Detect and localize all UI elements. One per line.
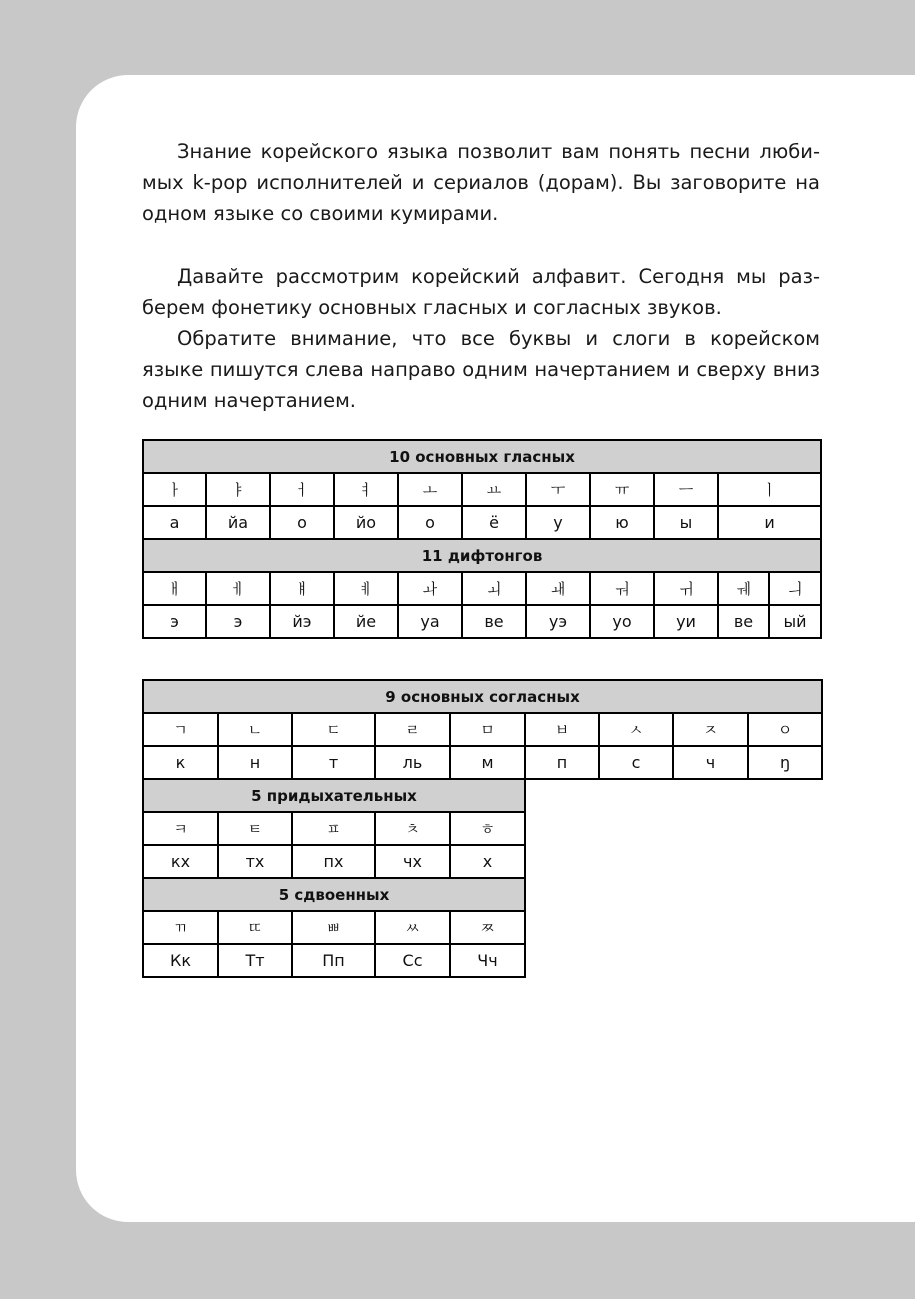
diphthong-jamo: ㅖ [334,572,398,605]
vowel-sound: ы [654,506,718,539]
paragraph: Знание корейского языка позволит вам понять песни люби-мых k-pop исполнителей и сериалов (дорам). Вы заговорите на одном языке со своими кумирами. [142,140,820,225]
vowels-table [142,439,822,639]
vowel-jamo: ㅑ [206,473,270,506]
aspirated-jamo: ㅍ [292,812,375,845]
aspirated-jamo: ㅊ [375,812,450,845]
consonant-sound: с [599,746,673,779]
vowel-jamo: ㅓ [270,473,334,506]
consonant-sound: ль [375,746,450,779]
aspirated-sound: х [450,845,525,878]
vowel-jamo: ㅡ [654,473,718,506]
vowel-sound: о [398,506,462,539]
vowel-sound: ё [462,506,526,539]
aspirated-sound: пх [292,845,375,878]
diphthong-jamo: ㅞ [718,572,769,605]
doubled-jamo-row [143,911,822,944]
consonants-sound-row [143,746,822,779]
empty-cell [525,911,822,944]
doubled-sound-row [143,944,822,977]
vowel-sound: йо [334,506,398,539]
consonant-jamo: ㅁ [450,713,525,746]
vowel-jamo: ㅕ [334,473,398,506]
consonants-table [142,679,823,978]
consonant-sound: ŋ [748,746,822,779]
diphthong-sound: уи [654,605,718,638]
diphthong-jamo: ㅒ [270,572,334,605]
paragraph: Давайте рассмотрим корейский алфавит. Сегодня мы раз-берем фонетику основных гласных и согласных звуков. [142,265,820,319]
vowel-jamo: ㅏ [143,473,206,506]
vowel-sound: йа [206,506,270,539]
vowel-jamo: ㅣ [718,473,821,506]
diphthongs-jamo-row [143,572,821,605]
consonants-header: 9 основных согласных [143,680,822,713]
aspirated-header: 5 придыхательных [143,779,525,812]
doubled-sound: Сс [375,944,450,977]
aspirated-sound: тх [218,845,292,878]
aspirated-sound-row [143,845,822,878]
diphthong-sound: йэ [270,605,334,638]
diphthong-jamo: ㅝ [590,572,654,605]
diphthong-sound: уо [590,605,654,638]
diphthong-sound: ве [718,605,769,638]
diphthong-sound: ве [462,605,526,638]
diphthongs-header: 11 дифтонгов [143,539,821,572]
aspirated-jamo: ㅎ [450,812,525,845]
doubled-sound: Пп [292,944,375,977]
vowels-jamo-row [143,473,821,506]
book-page [76,75,915,1222]
consonant-jamo: ㄷ [292,713,375,746]
alphabet-intro-text [142,261,820,416]
intro-text [142,136,820,229]
diphthong-jamo: ㅘ [398,572,462,605]
consonant-jamo: ㅈ [673,713,748,746]
doubled-sound: Тт [218,944,292,977]
vowel-sound: у [526,506,590,539]
consonant-sound: п [525,746,599,779]
aspirated-sound: чх [375,845,450,878]
aspirated-jamo-row [143,812,822,845]
diphthongs-sound-row [143,605,821,638]
consonant-jamo: ㅂ [525,713,599,746]
diphthong-sound: йе [334,605,398,638]
vowel-jamo: ㅗ [398,473,462,506]
paragraph: Обратите внимание, что все буквы и слоги в корейском языке пишутся слева направо одним начертанием и сверху вниз одним начертанием. [142,327,820,412]
doubled-sound: Чч [450,944,525,977]
empty-cell [525,812,822,845]
diphthong-jamo: ㅔ [206,572,270,605]
diphthong-jamo: ㅟ [654,572,718,605]
consonant-jamo: ㅅ [599,713,673,746]
doubled-header: 5 сдвоенных [143,878,525,911]
aspirated-jamo: ㅌ [218,812,292,845]
empty-cell [525,845,822,878]
consonants-jamo-row [143,713,822,746]
vowels-sound-row [143,506,821,539]
diphthong-jamo: ㅚ [462,572,526,605]
consonant-sound: ч [673,746,748,779]
consonant-jamo: ㄹ [375,713,450,746]
doubled-jamo: ㅃ [292,911,375,944]
vowel-sound: а [143,506,206,539]
vowel-sound: и [718,506,821,539]
diphthong-sound: э [143,605,206,638]
doubled-jamo: ㅉ [450,911,525,944]
aspirated-sound: кх [143,845,218,878]
empty-cell [525,878,822,911]
consonant-sound: н [218,746,292,779]
doubled-jamo: ㄲ [143,911,218,944]
vowel-sound: ю [590,506,654,539]
consonant-sound: к [143,746,218,779]
vowels-header: 10 основных гласных [143,440,821,473]
empty-cell [525,779,822,812]
empty-cell [525,944,822,977]
diphthong-sound: уа [398,605,462,638]
doubled-sound: Кк [143,944,218,977]
vowel-jamo: ㅜ [526,473,590,506]
doubled-jamo: ㅆ [375,911,450,944]
vowel-jamo: ㅠ [590,473,654,506]
consonant-jamo: ㄴ [218,713,292,746]
diphthong-sound: ый [769,605,821,638]
aspirated-jamo: ㅋ [143,812,218,845]
consonant-jamo: ㅇ [748,713,822,746]
consonant-jamo: ㄱ [143,713,218,746]
vowel-sound: о [270,506,334,539]
diphthong-jamo: ㅐ [143,572,206,605]
consonant-sound: т [292,746,375,779]
diphthong-sound: э [206,605,270,638]
diphthong-sound: уэ [526,605,590,638]
doubled-jamo: ㄸ [218,911,292,944]
consonant-sound: м [450,746,525,779]
diphthong-jamo: ㅢ [769,572,821,605]
vowel-jamo: ㅛ [462,473,526,506]
diphthong-jamo: ㅙ [526,572,590,605]
